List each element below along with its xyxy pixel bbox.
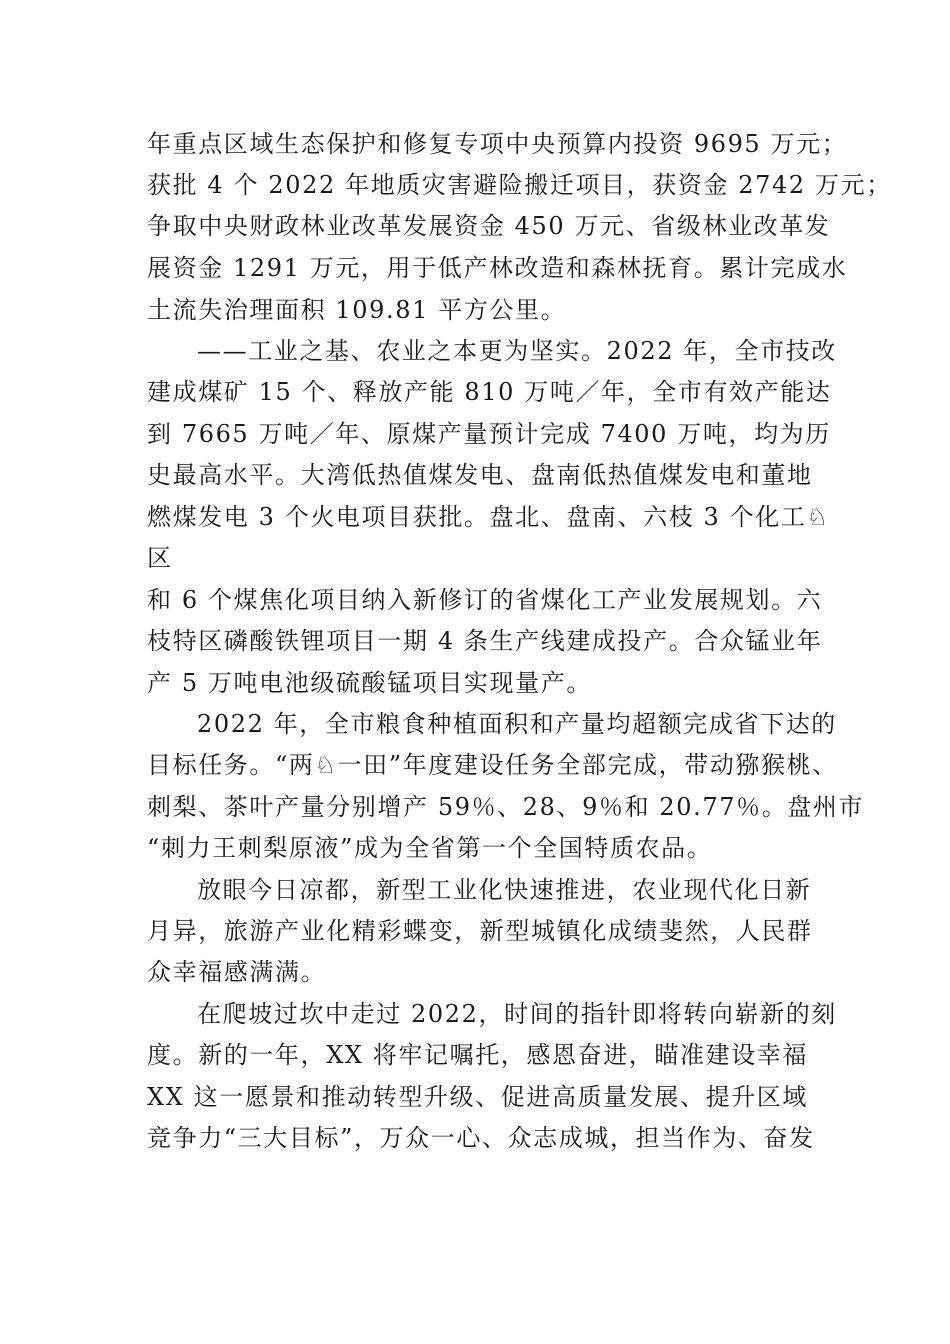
text-line: 争取中央财政林业改革发展资金 450 万元、省级林业改革发: [147, 212, 831, 240]
text-line: 产 5 万吨电池级硫酸锰项目实现量产。: [147, 669, 592, 697]
text-line: 建成煤矿 15 个、释放产能 810 万吨／年，全市有效产能达: [147, 378, 832, 406]
text-line: 度。新的一年，XX 将牢记嘱托，感恩奋进，瞄准建设幸福: [147, 1041, 808, 1069]
text-line: 和 6 个煤焦化项目纳入新修订的省煤化工产业发展规划。六: [147, 586, 823, 614]
text-line: 到 7665 万吨／年、原煤产量预计完成 7400 万吨，均为历: [147, 420, 831, 448]
text-line: 枝特区磷酸铁锂项目一期 4 条生产线建成投产。合众锰业年: [147, 627, 823, 655]
text-line: 史最高水平。大湾低热值煤发电、盘南低热值煤发电和董地: [147, 461, 813, 489]
text-line: 目标任务。“两♘一田”年度建设任务全部完成，带动猕猴桃、: [147, 751, 838, 779]
paragraph-start-line: ——工业之基、农业之本更为坚实。2022 年，全市技改: [197, 337, 837, 365]
text-line: 刺梨、茶叶产量分别增产 59％、28、9％和 20.77％。盘州市: [147, 793, 865, 821]
text-line: 土流失治理面积 109.81 平方公里。: [147, 296, 567, 324]
text-line: 展资金 1291 万元，用于低产林改造和森林抚育。累计完成水: [147, 254, 848, 282]
text-line: 区: [147, 544, 173, 572]
text-line: 获批 4 个 2022 年地质灾害避险搬迁项目，获资金 2742 万元；: [147, 171, 892, 199]
paragraph-start-line: 放眼今日凉都，新型工业化快速推进，农业现代化日新: [197, 876, 812, 904]
text-line: 月异，旅游产业化精彩蝶变，新型城镇化成绩斐然，人民群: [147, 917, 813, 945]
text-line: 竞争力“三大目标”，万众一心、众志成城，担当作为、奋发: [147, 1124, 815, 1152]
text-line: “刺力王刺梨原液”成为全省第一个全国特质农品。: [147, 834, 713, 862]
paragraph-start-line: 2022 年，全市粮食种植面积和产量均超额完成省下达的: [197, 710, 837, 738]
text-line: 众幸福感满满。: [147, 958, 327, 986]
text-line: 燃煤发电 3 个火电项目获批。盘北、盘南、六枝 3 个化工♘: [147, 503, 830, 531]
paragraph-start-line: 在爬坡过坎中走过 2022，时间的指针即将转向崭新的刻: [197, 1000, 837, 1028]
text-line: 年重点区域生态保护和修复专项中央预算内投资 9695 万元；: [147, 130, 848, 158]
text-line: XX 这一愿景和推动转型升级、促进高质量发展、提升区域: [147, 1083, 808, 1111]
